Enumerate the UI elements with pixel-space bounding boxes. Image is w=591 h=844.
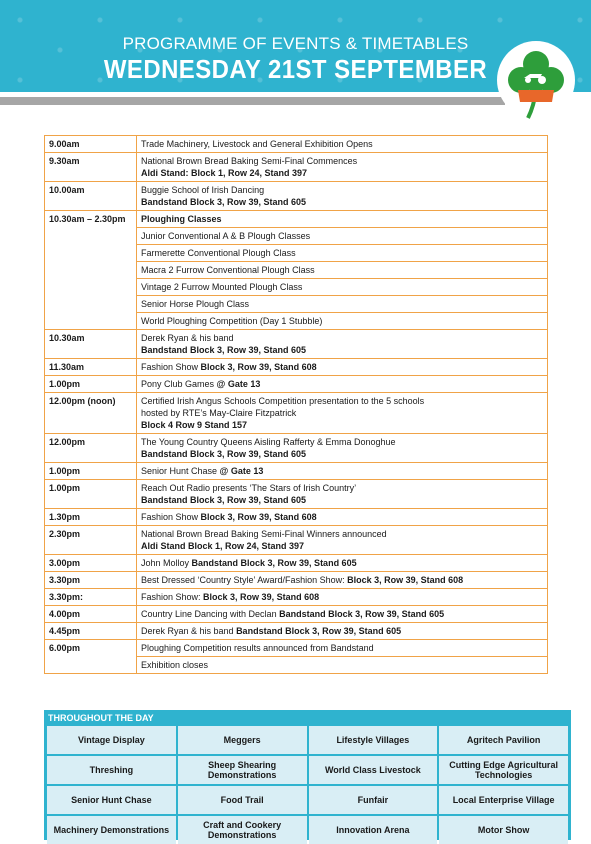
event-line (141, 138, 543, 150)
event-description (137, 606, 548, 623)
event-text: Fashion Show (141, 512, 201, 522)
event-location: Bandstand Block 3, Row 39, Stand 605 (141, 449, 307, 459)
event-text: Senior Hunt Chase (141, 466, 220, 476)
event-time: 3.30pm: (45, 589, 137, 606)
event-text: Country Line Dancing with Declan (141, 609, 280, 619)
event-description: Exhibition closes (137, 657, 548, 674)
event-text: John Molloy (141, 558, 192, 568)
schedule-row (45, 393, 548, 434)
event-time: 6.00pm (45, 640, 137, 674)
event-text: Best Dressed ‘Country Style’ Award/Fashion Show: (141, 575, 348, 585)
event-line (141, 395, 543, 407)
event-time: 10.00am (45, 182, 137, 211)
event-text: Trade Machinery, Livestock and General Exhibition Opens (141, 139, 373, 149)
attraction-cell: Lifestyle Villages (309, 726, 438, 754)
event-description: Farmerette Conventional Plough Class (137, 245, 548, 262)
attraction-cell: Food Trail (178, 786, 307, 814)
schedule-row (45, 555, 548, 572)
event-text: Fashion Show: (141, 592, 204, 602)
timetable (44, 135, 548, 674)
attraction-cell: Funfair (309, 786, 438, 814)
schedule-row (45, 211, 548, 228)
event-time: 1.00pm (45, 480, 137, 509)
event-time: 3.00pm (45, 555, 137, 572)
event-description: Macra 2 Furrow Conventional Plough Class (137, 262, 548, 279)
attraction-cell: Sheep Shearing Demonstrations (178, 756, 307, 784)
event-text: Derek Ryan & his band (141, 626, 237, 636)
attraction-cell: Cutting Edge Agricultural Technologies (439, 756, 568, 784)
event-description (137, 359, 548, 376)
attraction-cell: Threshing (47, 756, 176, 784)
event-description (137, 393, 548, 434)
event-time: 4.00pm (45, 606, 137, 623)
schedule-row (45, 589, 548, 606)
throughout-title: THROUGHOUT THE DAY (48, 713, 154, 723)
attraction-cell: Machinery Demonstrations (47, 816, 176, 844)
attraction-cell: Senior Hunt Chase (47, 786, 176, 814)
event-location: Aldi Stand Block 1, Row 24, Stand 397 (141, 541, 305, 551)
event-description (137, 555, 548, 572)
event-location: Bandstand Block 3, Row 39, Stand 605 (191, 558, 357, 568)
event-text: National Brown Bread Baking Semi-Final Winners announced (141, 529, 387, 539)
event-description (137, 623, 548, 640)
schedule-row (45, 526, 548, 555)
event-description (137, 526, 548, 555)
event-description (137, 509, 548, 526)
schedule-row (45, 182, 548, 211)
event-line (141, 361, 543, 373)
divider-bar (0, 97, 505, 105)
event-location: Bandstand Block 3, Row 39, Stand 605 (141, 197, 307, 207)
event-location: Bandstand Block 3, Row 39, Stand 605 (279, 609, 445, 619)
event-line (141, 625, 543, 637)
event-text: hosted by RTE’s May-Claire Fitzpatrick (141, 408, 297, 418)
attractions-grid (47, 726, 568, 844)
event-text: Buggie School of Irish Dancing (141, 185, 265, 195)
event-location: @ Gate 13 (219, 466, 264, 476)
ploughing-association-logo (496, 40, 576, 132)
event-location: Block 4 Row 9 Stand 157 (141, 420, 248, 430)
event-description: Ploughing Classes (137, 211, 548, 228)
event-time: 1.00pm (45, 376, 137, 393)
event-description (137, 572, 548, 589)
attraction-cell: Agritech Pavilion (439, 726, 568, 754)
event-description (137, 480, 548, 509)
event-time: 3.30pm (45, 572, 137, 589)
attraction-cell: Motor Show (439, 816, 568, 844)
schedule-row (45, 330, 548, 359)
event-line (141, 482, 543, 494)
schedule-row (45, 572, 548, 589)
schedule-row (45, 623, 548, 640)
schedule-row (45, 480, 548, 509)
event-description (137, 136, 548, 153)
event-description (137, 330, 548, 359)
event-description: Senior Horse Plough Class (137, 296, 548, 313)
event-text: Certified Irish Angus Schools Competition presentation to the 5 schools (141, 396, 425, 406)
event-time: 9.00am (45, 136, 137, 153)
attraction-cell: Craft and Cookery Demonstrations (178, 816, 307, 844)
event-description (137, 153, 548, 182)
event-location: Bandstand Block 3, Row 39, Stand 605 (141, 345, 307, 355)
event-text: The Young Country Queens Aisling Rafferty & Emma Donoghue (141, 437, 396, 447)
schedule-row (45, 434, 548, 463)
event-line (141, 184, 543, 196)
event-line (141, 196, 543, 208)
event-time: 9.30am (45, 153, 137, 182)
attraction-cell: World Class Livestock (309, 756, 438, 784)
page-subtitle: PROGRAMME OF EVENTS & TIMETABLES (122, 34, 469, 53)
event-line (141, 574, 543, 586)
event-description (137, 376, 548, 393)
event-line (141, 528, 543, 540)
schedule-row (45, 376, 548, 393)
event-description: Junior Conventional A & B Plough Classes (137, 228, 548, 245)
event-line (141, 540, 543, 552)
attraction-cell: Vintage Display (47, 726, 176, 754)
event-line (141, 419, 543, 431)
page-title: WEDNESDAY 21ST SEPTEMBER (103, 54, 488, 84)
event-line (141, 591, 543, 603)
event-time: 12.00pm (noon) (45, 393, 137, 434)
event-line (141, 407, 543, 419)
event-location: Bandstand Block 3, Row 39, Stand 605 (141, 495, 307, 505)
event-description: World Ploughing Competition (Day 1 Stubble) (137, 313, 548, 330)
event-line (141, 465, 543, 477)
event-location: Block 3, Row 39, Stand 608 (347, 575, 464, 585)
event-line (141, 344, 543, 356)
event-line (141, 378, 543, 390)
event-text: Pony Club Games (141, 379, 217, 389)
event-location: Block 3, Row 39, Stand 608 (200, 362, 317, 372)
schedule-row (45, 606, 548, 623)
event-description (137, 434, 548, 463)
event-description (137, 463, 548, 480)
event-line (141, 557, 543, 569)
event-line (141, 608, 543, 620)
event-text: Derek Ryan & his band (141, 333, 234, 343)
event-time: 4.45pm (45, 623, 137, 640)
attraction-cell: Meggers (178, 726, 307, 754)
attraction-cell: Innovation Arena (309, 816, 438, 844)
event-description: Ploughing Competition results announced from Bandstand (137, 640, 548, 657)
event-description (137, 182, 548, 211)
event-line (141, 155, 543, 167)
event-line (141, 511, 543, 523)
event-text: National Brown Bread Baking Semi-Final Commences (141, 156, 358, 166)
schedule-row (45, 136, 548, 153)
event-location: Bandstand Block 3, Row 39, Stand 605 (236, 626, 402, 636)
event-time: 2.30pm (45, 526, 137, 555)
schedule-row (45, 509, 548, 526)
event-line (141, 436, 543, 448)
schedule-row (45, 359, 548, 376)
event-time: 10.30am – 2.30pm (45, 211, 137, 330)
event-time: 11.30am (45, 359, 137, 376)
event-description (137, 589, 548, 606)
event-time: 12.00pm (45, 434, 137, 463)
event-time: 1.30pm (45, 509, 137, 526)
event-location: @ Gate 13 (216, 379, 261, 389)
event-line (141, 332, 543, 344)
event-text: Fashion Show (141, 362, 201, 372)
event-location: Block 3, Row 39, Stand 608 (203, 592, 320, 602)
event-line (141, 167, 543, 179)
schedule-row (45, 640, 548, 657)
schedule-row (45, 463, 548, 480)
event-location: Aldi Stand: Block 1, Row 24, Stand 397 (141, 168, 308, 178)
event-text: Reach Out Radio presents ‘The Stars of Irish Country’ (141, 483, 357, 493)
event-time: 1.00pm (45, 463, 137, 480)
schedule-row (45, 153, 548, 182)
event-line (141, 448, 543, 460)
attraction-cell: Local Enterprise Village (439, 786, 568, 814)
event-time: 10.30am (45, 330, 137, 359)
throughout-the-day-panel (44, 710, 571, 840)
event-description: Vintage 2 Furrow Mounted Plough Class (137, 279, 548, 296)
event-location: Block 3, Row 39, Stand 608 (200, 512, 317, 522)
event-line (141, 494, 543, 506)
